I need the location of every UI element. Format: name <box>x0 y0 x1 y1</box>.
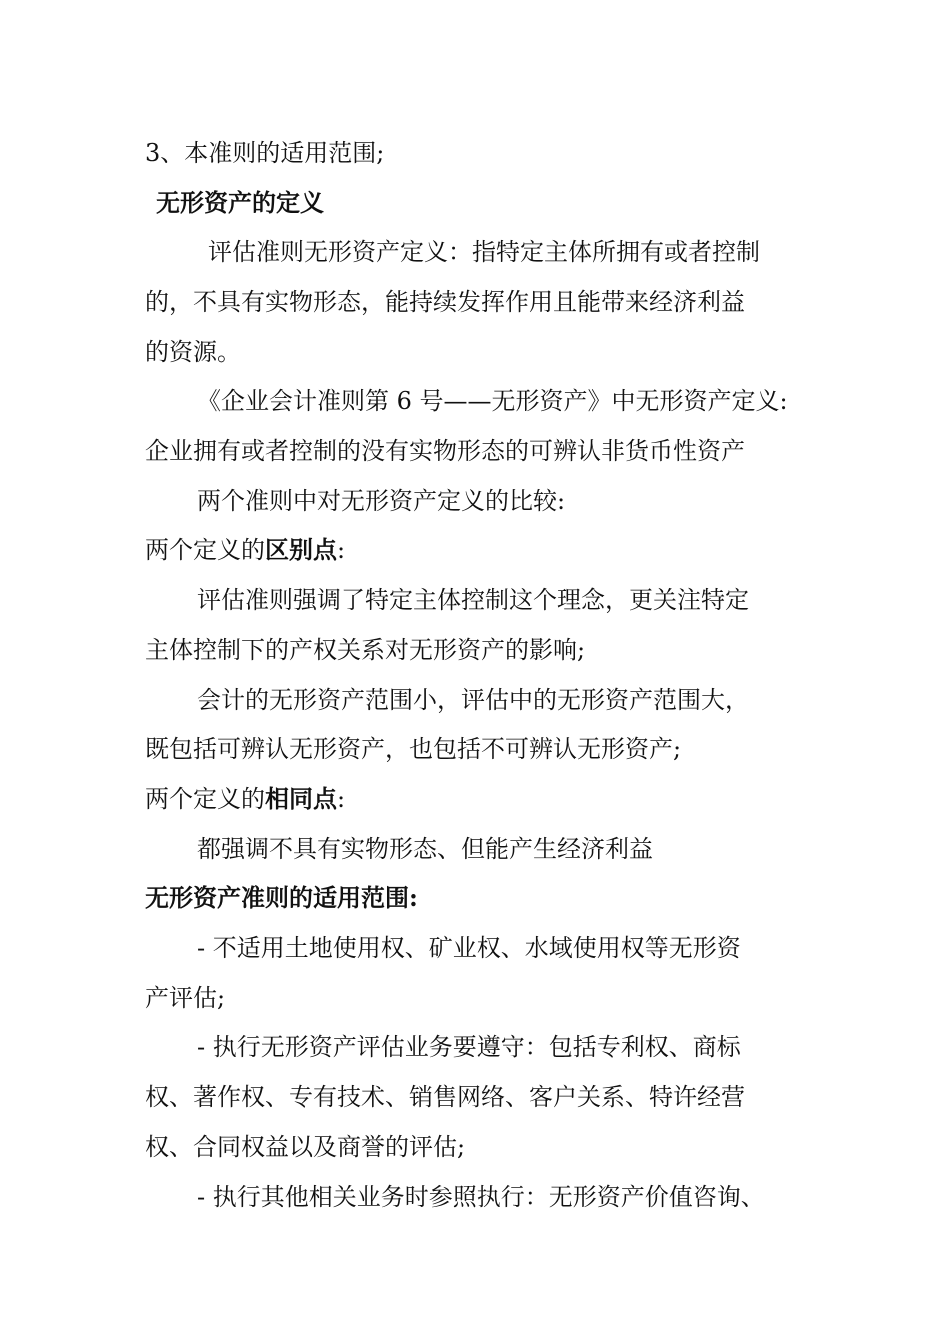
similarity-label-suffix: : <box>337 785 346 813</box>
heading-definition: 无形资产的定义 <box>156 188 324 217</box>
paragraph-line: 的资源。 <box>145 338 241 366</box>
similarity-label-prefix: 两个定义的 <box>145 785 265 813</box>
list-item: - 不适用土地使用权、矿业权、水域使用权等无形资 <box>197 934 741 962</box>
paragraph-line: 的，不具有实物形态，能持续发挥作用且能带来经济利益 <box>145 288 745 316</box>
paragraph-line: 评估准则无形资产定义：指特定主体所拥有或者控制 <box>208 238 760 266</box>
paragraph-line: 《企业会计准则第 6 号——无形资产》中无形资产定义: <box>197 387 788 415</box>
section-item-3: 3、本准则的适用范围; <box>145 139 385 167</box>
similarity-label <box>145 784 345 814</box>
paragraph-line: 会计的无形资产范围小，评估中的无形资产范围大， <box>197 686 749 714</box>
similarity-label-emph: 相同点 <box>265 784 337 813</box>
paragraph-line: 既包括可辨认无形资产，也包括不可辨认无形资产; <box>145 735 682 763</box>
list-item-continuation: 权、著作权、专有技术、销售网络、客户关系、特许经营 <box>145 1083 745 1111</box>
list-item-continuation: 权、合同权益以及商誉的评估; <box>145 1133 466 1161</box>
paragraph-line: 都强调不具有实物形态、但能产生经济利益 <box>197 835 653 863</box>
paragraph-line: 企业拥有或者控制的没有实物形态的可辨认非货币性资产 <box>145 437 745 465</box>
list-item-continuation: 产评估; <box>145 984 226 1012</box>
paragraph-line: 两个准则中对无形资产定义的比较: <box>197 487 566 515</box>
difference-label <box>145 535 345 565</box>
difference-label-prefix: 两个定义的 <box>145 536 265 564</box>
difference-label-emph: 区别点 <box>265 535 337 564</box>
paragraph-line: 主体控制下的产权关系对无形资产的影响; <box>145 636 586 664</box>
paragraph-line: 评估准则强调了特定主体控制这个理念，更关注特定 <box>197 586 749 614</box>
list-item: - 执行无形资产评估业务要遵守：包括专利权、商标 <box>197 1033 741 1061</box>
heading-scope: 无形资产准则的适用范围: <box>145 883 418 912</box>
list-item: - 执行其他相关业务时参照执行：无形资产价值咨询、 <box>197 1183 765 1211</box>
difference-label-suffix: : <box>337 536 346 564</box>
